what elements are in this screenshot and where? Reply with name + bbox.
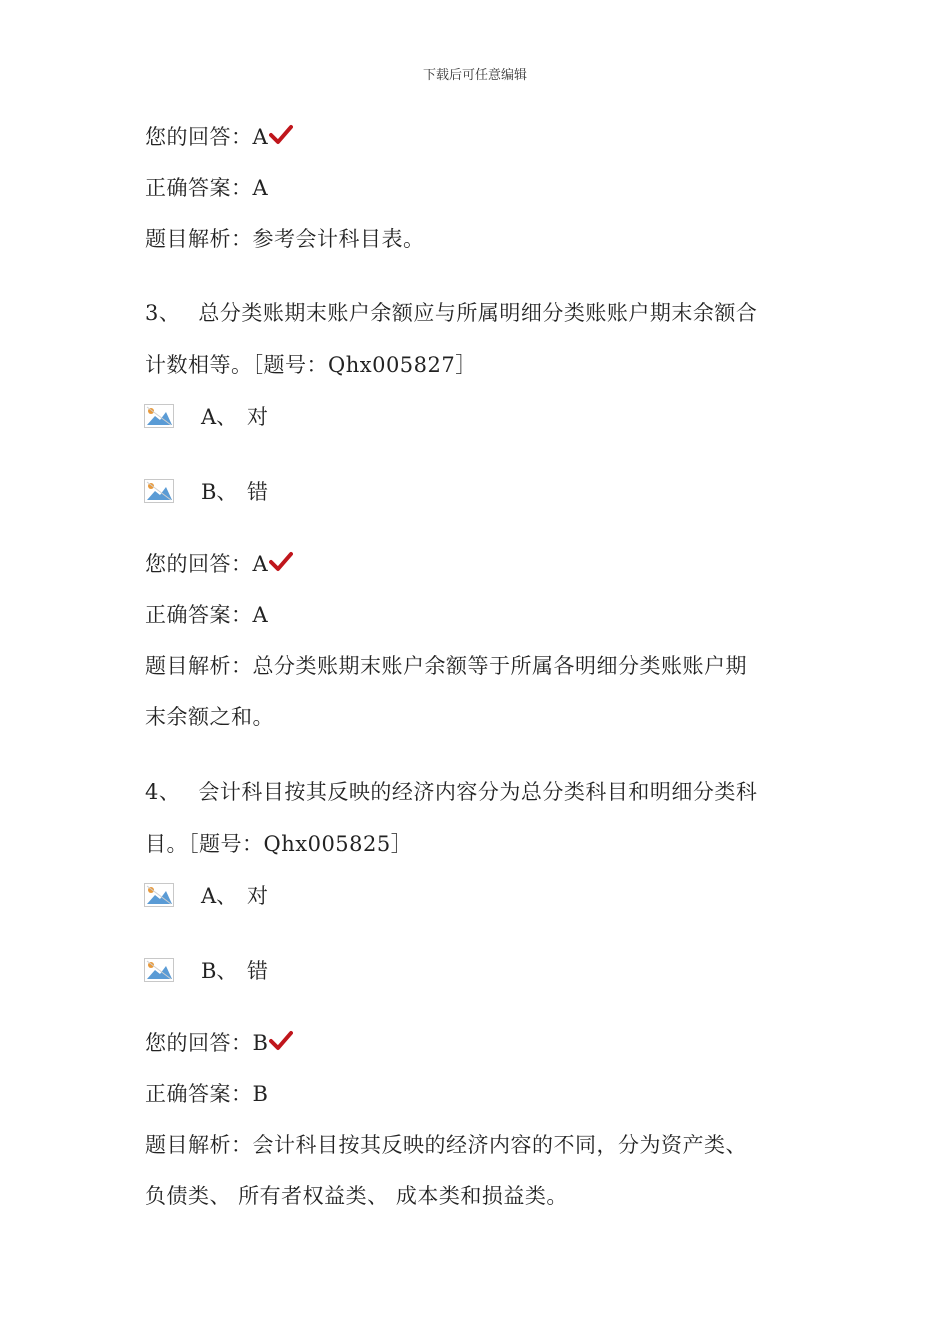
checkmark-icon <box>269 550 293 574</box>
broken-image-icon <box>144 479 174 503</box>
q2-correct-answer: 正确答案：A <box>145 176 269 200</box>
broken-image-icon <box>144 958 174 982</box>
page-header: 下载后可任意编辑 <box>422 68 527 83</box>
q4-correct-answer: 正确答案：B <box>145 1082 269 1106</box>
q3-correct-answer: 正确答案：A <box>145 603 269 627</box>
q4-option-b[interactable] <box>144 955 268 985</box>
q4-option-a[interactable] <box>144 880 268 910</box>
option-letter: B、 <box>201 480 238 504</box>
q4-text-line2: 目。［题号：Qhx005825］ <box>145 832 413 856</box>
q3-option-a[interactable] <box>144 401 268 431</box>
q4-your-answer: 您的回答：B <box>145 1028 293 1058</box>
q3-text-line1: 3、 总分类账期末账户余额应与所属明细分类账账户期末余额合 <box>145 301 758 325</box>
q4-analysis-line1: 题目解析：会计科目按其反映的经济内容的不同，分为资产类、 <box>145 1133 747 1157</box>
option-letter: A、 <box>201 405 238 429</box>
option-text: 错 <box>247 480 268 504</box>
option-text: 错 <box>247 959 268 983</box>
q3-analysis-line2: 末余额之和。 <box>145 705 274 729</box>
q2-your-answer: 您的回答：A <box>145 122 293 152</box>
q3-option-b[interactable] <box>144 476 268 506</box>
option-letter: B、 <box>201 959 238 983</box>
option-letter: A、 <box>201 884 238 908</box>
checkmark-icon <box>269 123 293 147</box>
q4-analysis-line2: 负债类、 所有者权益类、 成本类和损益类。 <box>145 1184 568 1208</box>
checkmark-icon <box>269 1029 293 1053</box>
q4-text-line1: 4、 会计科目按其反映的经济内容分为总分类科目和明细分类科 <box>145 780 758 804</box>
q2-analysis: 题目解析：参考会计科目表。 <box>145 227 425 251</box>
q3-analysis-line1: 题目解析：总分类账期末账户余额等于所属各明细分类账账户期 <box>145 654 747 678</box>
option-text: 对 <box>247 405 268 429</box>
q3-text-line2: 计数相等。［题号：Qhx005827］ <box>145 353 477 377</box>
option-text: 对 <box>247 884 268 908</box>
broken-image-icon <box>144 404 174 428</box>
q3-your-answer: 您的回答：A <box>145 549 293 579</box>
broken-image-icon <box>144 883 174 907</box>
